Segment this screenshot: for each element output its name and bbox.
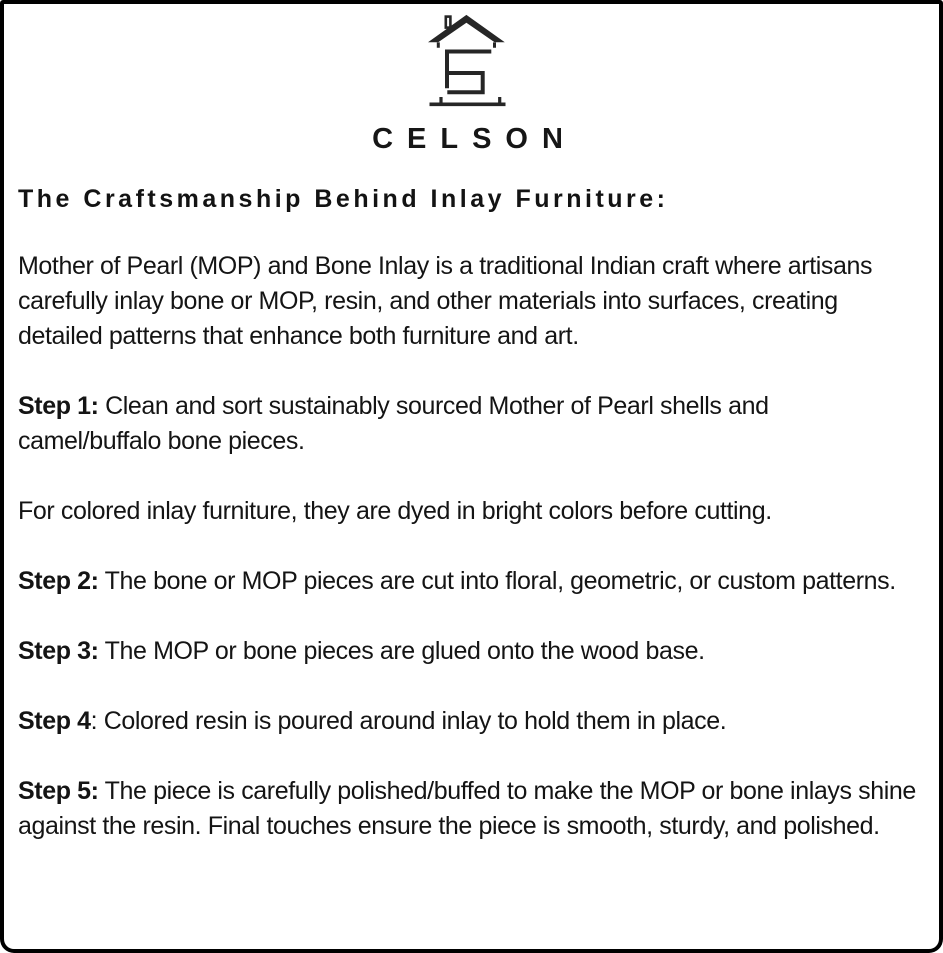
step-label: Step 5: <box>18 777 99 805</box>
brand-header <box>18 14 917 156</box>
base-ticks <box>441 97 500 103</box>
paragraph <box>18 389 916 459</box>
monogram-middle-bottom <box>447 73 483 92</box>
paragraph <box>18 249 916 354</box>
eave-ticks <box>438 42 494 47</box>
roof-shape <box>428 15 505 42</box>
paragraph-text: The piece is carefully polished/buffed to make the MOP or bone inlays shine against the resin. Final touches ensure the piece is smooth, sturdy, and polished. <box>18 777 916 840</box>
step-label: Step 2: <box>18 567 99 595</box>
paragraph <box>18 634 916 669</box>
paragraph-text: Clean and sort sustainably sourced Mother of Pearl shells and camel/buffalo bone pieces. <box>18 392 769 455</box>
paragraph-text: For colored inlay furniture, they are dyed in bright colors before cutting. <box>18 497 772 525</box>
paragraph-text: The bone or MOP pieces are cut into floral, geometric, or custom patterns. <box>98 567 896 595</box>
brand-name: CELSON <box>372 123 577 155</box>
celson-house-monogram-icon <box>428 14 508 108</box>
paragraph <box>18 774 916 844</box>
chimney-shape <box>445 17 450 28</box>
step-label: Step 1: <box>18 392 99 420</box>
paragraph <box>18 704 916 739</box>
step-label: Step 4 <box>18 707 91 735</box>
step-label: Step 3: <box>18 637 99 665</box>
paragraph-text: : Colored resin is poured around inlay to hold them in place. <box>90 707 727 735</box>
paragraph <box>18 564 916 599</box>
paragraph-text: The MOP or bone pieces are glued onto the wood base. <box>98 637 705 665</box>
page-title: The Craftsmanship Behind Inlay Furniture: <box>18 185 669 213</box>
paragraph <box>18 494 916 529</box>
article-body <box>18 249 917 844</box>
paragraph-text: Mother of Pearl (MOP) and Bone Inlay is a traditional Indian craft where artisans carefully inlay bone or MOP, resin, and other materials into surfaces, creating detailed patterns that enhance both furniture and art. <box>18 252 873 350</box>
